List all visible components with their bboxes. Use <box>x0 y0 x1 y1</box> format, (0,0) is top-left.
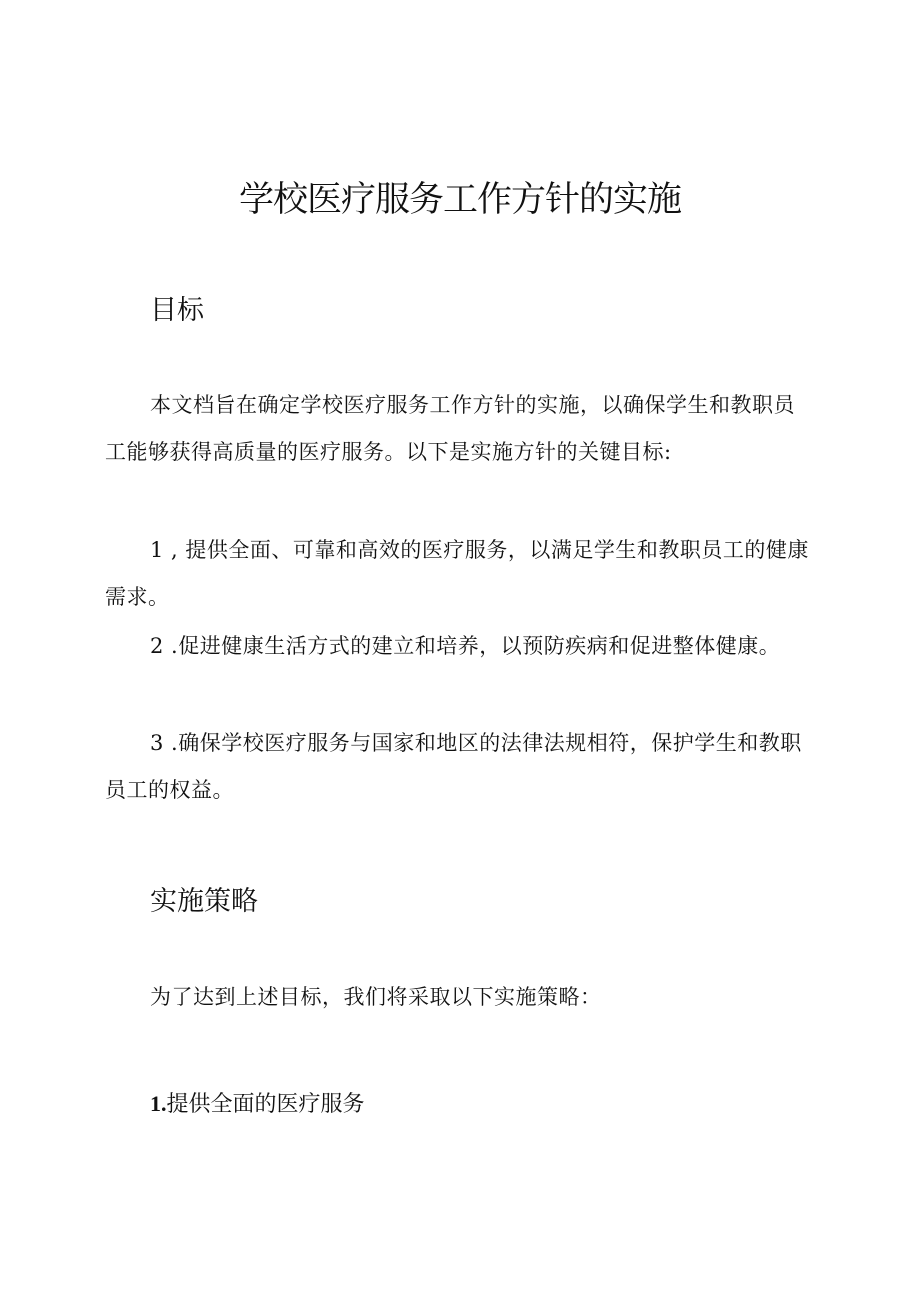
goal-item-3: 3 .确保学校医疗服务与国家和地区的法律法规相符，保护学生和教职员工的权益。 <box>105 731 802 802</box>
document-title: 学校医疗服务工作方针的实施 <box>238 180 681 220</box>
subheading-number: 1. <box>150 1091 167 1116</box>
section-heading-goals: 目标 <box>150 295 204 326</box>
strategy-subheading-1 <box>150 1088 365 1121</box>
goal-item-2: 2 .促进健康生活方式的建立和培养，以预防疾病和促进整体健康。 <box>150 634 781 658</box>
section-heading-strategy: 实施策略 <box>150 886 258 917</box>
strategy-intro-paragraph: 为了达到上述目标，我们将采取以下实施策略： <box>150 985 602 1009</box>
subheading-text: 提供全面的医疗服务 <box>166 1092 365 1117</box>
goals-intro-paragraph: 本文档旨在确定学校医疗服务工作方针的实施，以确保学生和教职员工能够获得高质量的医疗服务。以下是实施方针的关键目标: <box>105 393 795 464</box>
goal-item-1: 1 , 提供全面、可靠和高效的医疗服务，以满足学生和教职员工的健康需求。 <box>105 538 809 609</box>
